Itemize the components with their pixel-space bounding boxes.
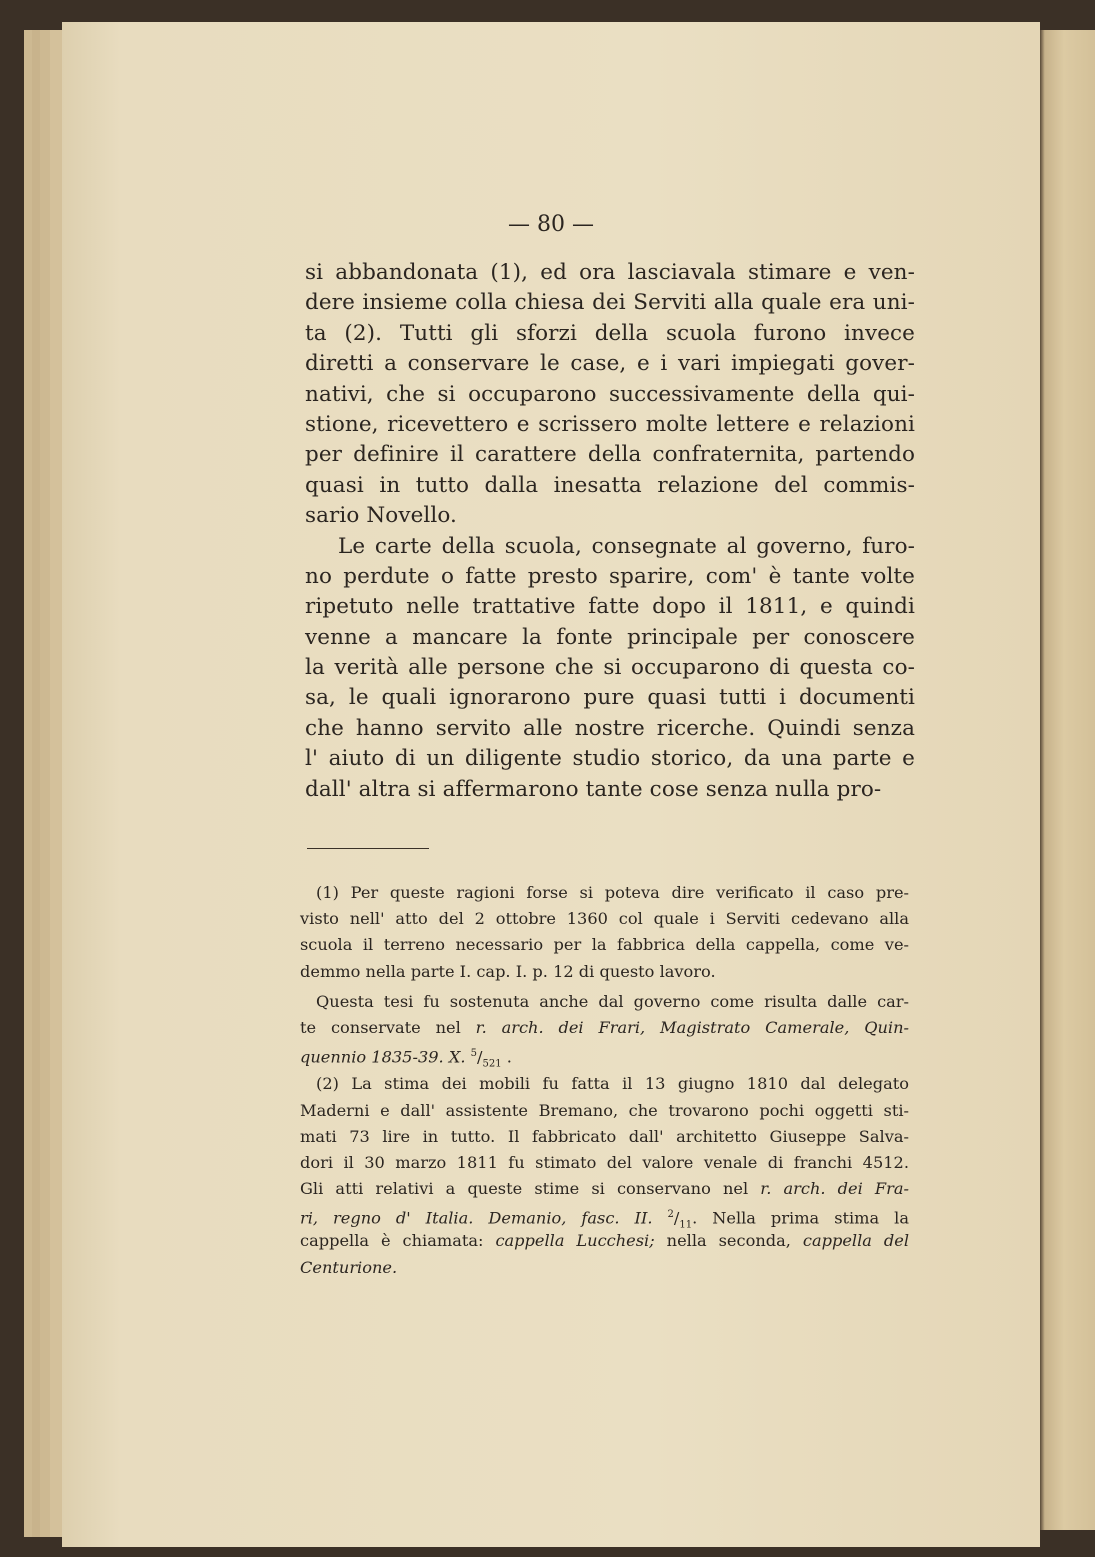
- text-segment: mati 73 lire in tutto. Il fabbricato dall' architetto Giuseppe Salva-: [300, 1126, 909, 1146]
- text-line: la verità alle persone che si occuparono di questa co-: [305, 655, 915, 681]
- footnote-line: [300, 1098, 909, 1124]
- footnote-line: [300, 880, 909, 906]
- text-segment: demmo nella parte I. cap. I. p. 12 di questo lavoro.: [300, 961, 716, 981]
- text-line: ta (2). Tutti gli sforzi della scuola furono invece: [305, 320, 915, 346]
- facing-page-edge: [1040, 30, 1095, 1530]
- footnote-line: [300, 932, 909, 958]
- text-line: venne a mancare la fonte principale per conoscere: [305, 624, 915, 650]
- text-segment: 11: [679, 1219, 693, 1231]
- book-page: [62, 22, 1040, 1547]
- text-segment: /: [477, 1047, 483, 1067]
- text-line: stione, ricevettero e scrissero molte lettere e relazioni: [305, 411, 915, 437]
- text-segment: cappella è chiamata:: [300, 1231, 496, 1251]
- footnote-line: [300, 1255, 909, 1281]
- footnote-line: [300, 1041, 909, 1070]
- text-segment: (1) Per queste ragioni forse si poteva dire verificato il caso pre-: [316, 883, 909, 902]
- page-number: — 80 —: [508, 212, 594, 237]
- text-segment: 5: [470, 1048, 478, 1060]
- text-segment: visto nell' atto del 2 ottobre 1360 col quale i Serviti cedevano alla: [300, 909, 909, 929]
- footnote-line: [300, 989, 909, 1015]
- footnote-line: [300, 906, 909, 932]
- text-segment: cappella Lucchesi;: [495, 1231, 655, 1251]
- text-segment: r. arch. dei Frari, Magistrato Camerale, Quin-: [475, 1017, 910, 1037]
- footnotes: [300, 880, 909, 1285]
- text-segment: Centurione.: [300, 1257, 398, 1277]
- footnote-line: [300, 959, 909, 985]
- text-line: dere insieme colla chiesa dei Serviti alla quale era uni-: [305, 290, 915, 316]
- text-segment: nella seconda,: [654, 1231, 803, 1251]
- footnote-line: [300, 1071, 909, 1097]
- text-segment: dori il 30 marzo 1811 fu stimato del valore venale di franchi 4512.: [300, 1152, 909, 1172]
- footnote-line: [300, 1150, 909, 1176]
- text-segment: Gli atti relativi a queste stime si conservano nel: [300, 1179, 761, 1199]
- text-line: sario Novello.: [305, 503, 457, 529]
- text-line: diretti a conservare le case, e i vari impiegati gover-: [305, 351, 915, 377]
- text-line: l' aiuto di un diligente studio storico, da una parte e: [305, 746, 915, 772]
- text-line: per definire il carattere della confraternita, partendo: [305, 442, 915, 468]
- footnote: [300, 989, 909, 1068]
- text-segment: .: [501, 1047, 512, 1067]
- footnote-line: [300, 1176, 909, 1202]
- text-segment: r. arch. dei Fra-: [760, 1179, 909, 1199]
- footnote-separator: [307, 848, 429, 849]
- footnote-line: [300, 1202, 909, 1231]
- text-segment: (2) La stima dei mobili fu fatta il 13 giugno 1810 dal delegato: [316, 1074, 909, 1094]
- text-line: dall' altra si affermarono tante cose senza nulla pro-: [305, 776, 882, 802]
- text-line: no perdute o fatte presto sparire, com' è tante volte: [305, 563, 915, 589]
- text-segment: Questa tesi fu sostenuta anche dal governo come risulta dalle car-: [316, 991, 909, 1011]
- text-line: nativi, che si occuparono successivamente della qui-: [305, 381, 915, 407]
- text-line: quasi in tutto dalla inesatta relazione del commis-: [305, 472, 915, 498]
- text-segment: cappella del: [802, 1231, 910, 1251]
- text-segment: /: [673, 1208, 680, 1228]
- footnote: [300, 880, 909, 985]
- text-line: si abbandonata (1), ed ora lasciavala stimare e ven-: [305, 260, 915, 285]
- footnote: [300, 1071, 909, 1281]
- footnote-line: [300, 1015, 909, 1041]
- footnote-line: [300, 1124, 909, 1150]
- text-segment: 521: [482, 1058, 502, 1070]
- text-line: sa, le quali ignorarono pure quasi tutti i documenti: [305, 685, 915, 711]
- text-segment: . Nella prima stima la: [692, 1208, 909, 1228]
- body-text: [305, 258, 915, 805]
- text-line: ripetuto nelle trattative fatte dopo il 1811, e quindi: [305, 594, 915, 620]
- text-line: che hanno servito alle nostre ricerche. Quindi senza: [305, 715, 915, 741]
- text-segment: ri, regno d' Italia. Demanio, fasc. II.: [300, 1208, 668, 1228]
- text-segment: scuola il terreno necessario per la fabbrica della cappella, come ve-: [300, 935, 909, 955]
- text-segment: quennio 1835-39. X.: [300, 1047, 471, 1067]
- text-line: Le carte della scuola, consegnate al governo, furo-: [338, 533, 915, 559]
- text-segment: Maderni e dall' assistente Bremano, che trovarono pochi oggetti sti-: [300, 1100, 909, 1120]
- footnote-line: [300, 1228, 909, 1254]
- text-segment: te conservate nel: [300, 1017, 476, 1037]
- text-segment: 2: [667, 1209, 674, 1221]
